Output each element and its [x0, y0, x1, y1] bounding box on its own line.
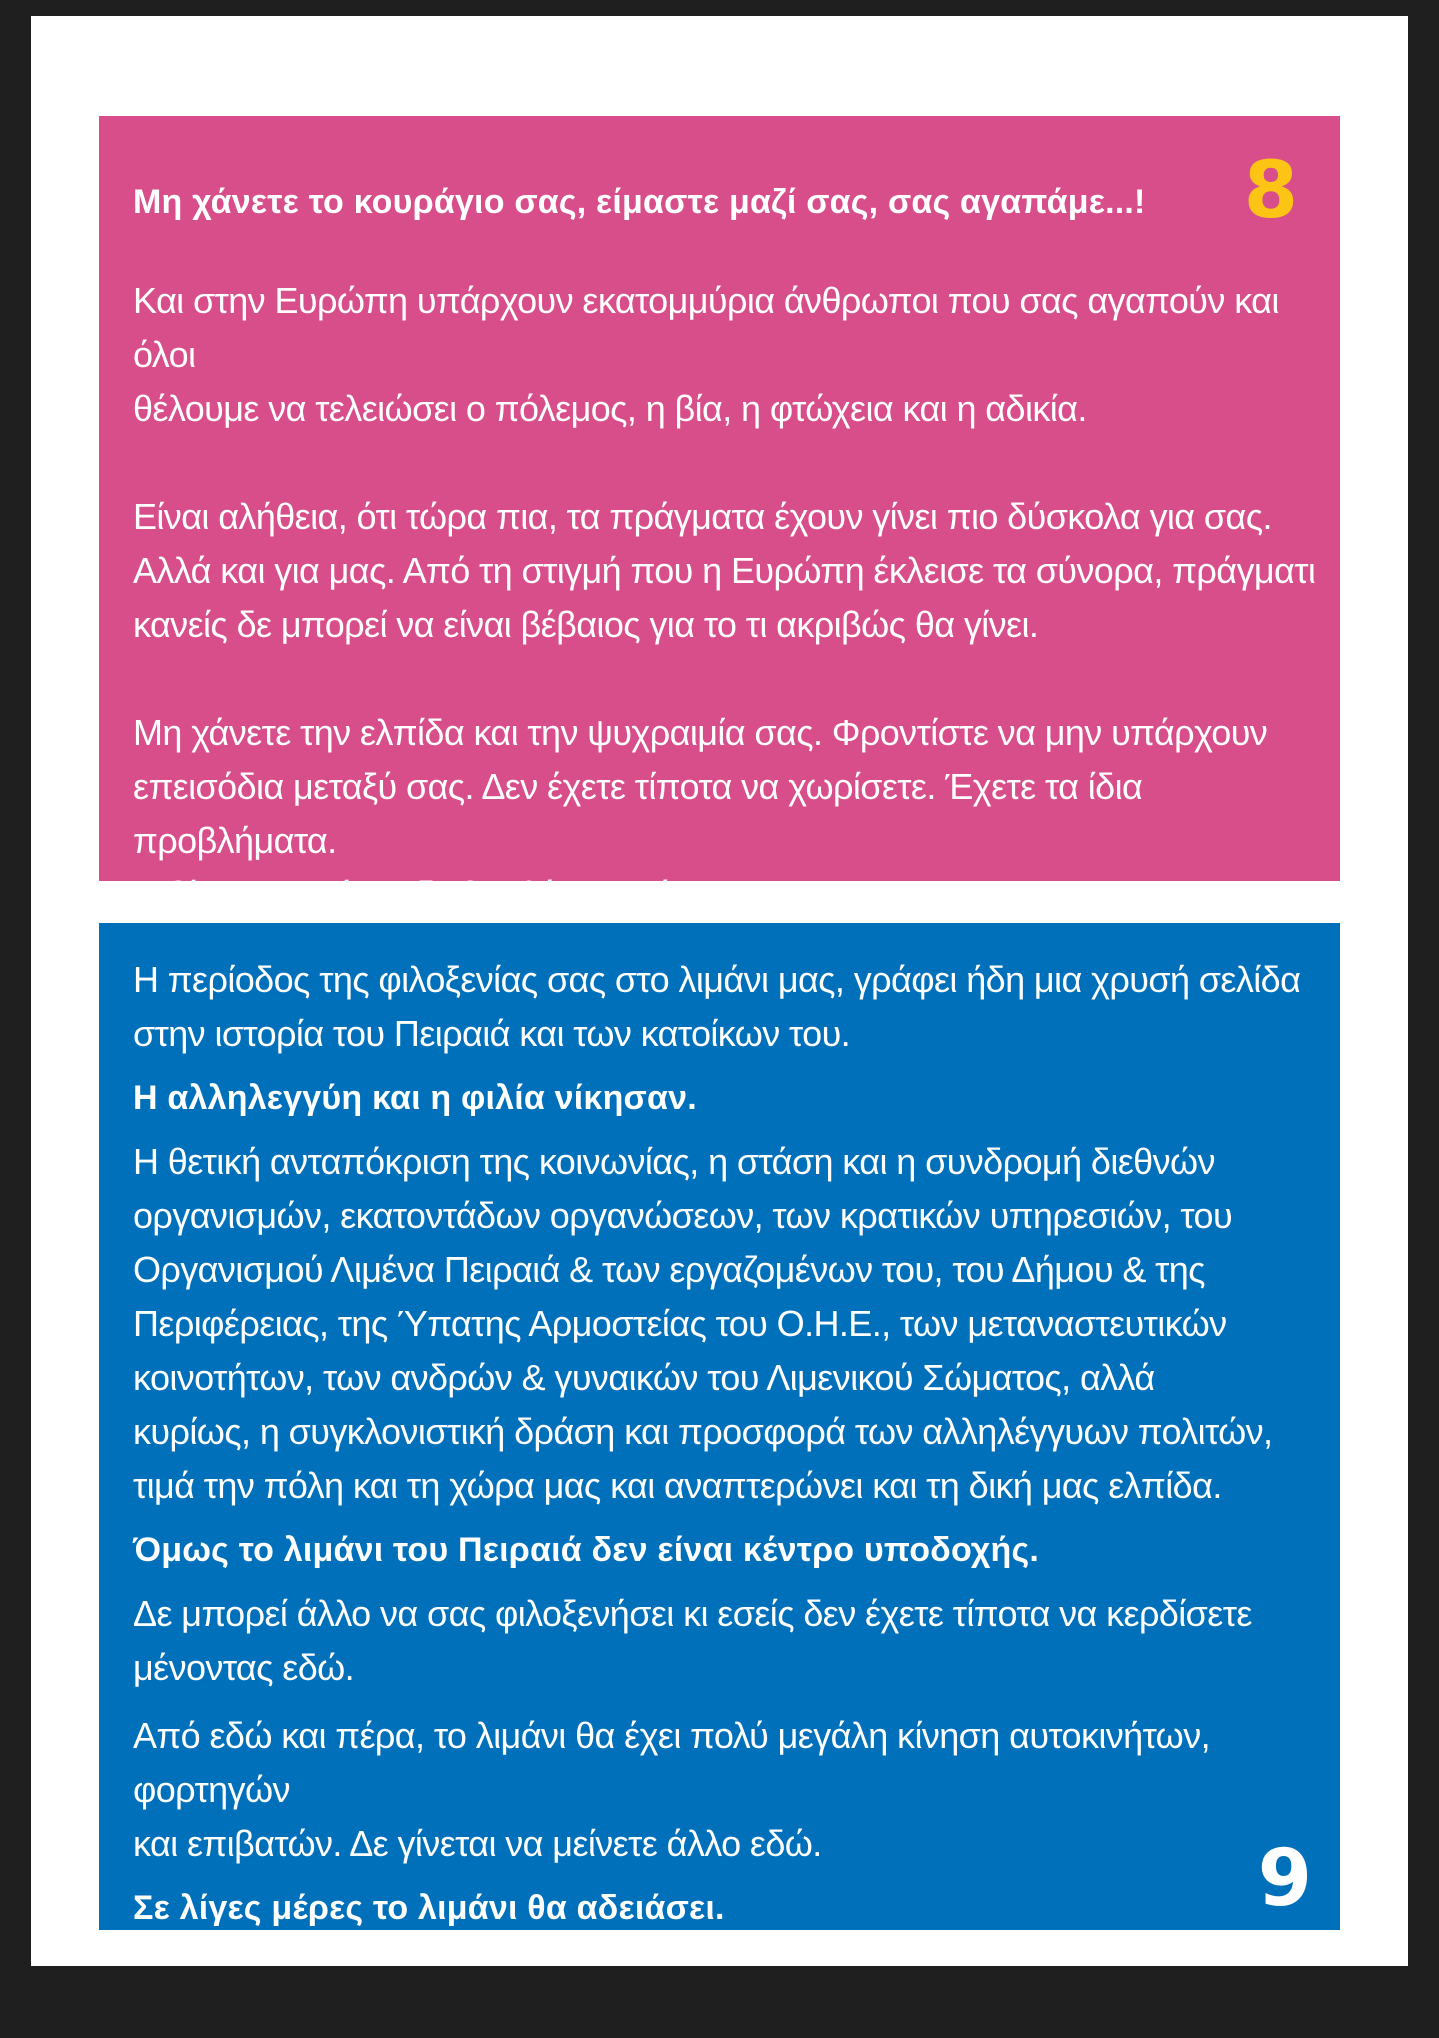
page-8-paragraph-1: Και στην Ευρώπη υπάρχουν εκατομμύρια άνθρωποι που σας αγαπούν και όλοι θέλουμε να τελειώσει ο πόλεμος, η βία, η φτώχεια και η αδικία.: [133, 279, 1279, 429]
page-8-heading: Μη χάνετε το κουράγιο σας, είμαστε μαζί σας, σας αγαπάμε...!: [133, 183, 1146, 221]
page-9-intro: Η περίοδος της φιλοξενίας σας στο λιμάνι μας, γράφει ήδη μια χρυσή σελίδα στην ιστορία του Πειραιά και των κατοίκων του.: [133, 959, 1301, 1054]
page-9-heading-not-reception: Όμως το λιμάνι του Πειραιά δεν είναι κέντρο υποδοχής.: [133, 1531, 1039, 1569]
page-9-body-1: Η θετική ανταπόκριση της κοινωνίας, η στάση και η συνδρομή διεθνών οργανισμών, εκατοντάδων οργανώσεων, των κρατικών υπηρεσιών, του Οργανισμού Λιμένα Πειραιά & των εργαζομένων του, του Δήμου & της Περιφέρειας, της Ύπατης Αρμοστείας του Ο.Η.Ε., των μεταναστευτικών κοινοτήτων, των ανδρών & γυναικών του Λιμενικού Σώματος, αλλά κυρίως, η συγκλονιστική δράση και προσφορά των αλληλέγγυων πολιτών, τιμά την πόλη και τη χώρα μας και αναπτερώνει και τη δική μας ελπίδα.: [133, 1141, 1273, 1506]
page-9-panel: [99, 923, 1340, 1930]
page-9-body-3: Από εδώ και πέρα, το λιμάνι θα έχει πολύ μεγάλη κίνηση αυτοκινήτων, φορτηγών και επιβατών. Δε γίνεται να μείνετε άλλο εδώ.: [133, 1715, 1210, 1864]
page-8-paragraph-2: Είναι αλήθεια, ότι τώρα πια, τα πράγματα έχουν γίνει πιο δύσκολα για σας. Αλλά και για μας. Από τη στιγμή που η Ευρώπη έκλεισε τα σύνορα, πράγματι κανείς δε μπορεί να είναι βέβαιος για το τι ακριβώς θα γίνει.: [133, 495, 1316, 645]
page-9-heading-port-empty: Σε λίγες μέρες το λιμάνι θα αδειάσει.: [133, 1889, 725, 1927]
page-number-9: 9: [1257, 1834, 1312, 1924]
page-8-panel: [99, 116, 1340, 915]
page-number-8: 8: [1243, 146, 1298, 236]
page-9-body-2: Δε μπορεί άλλο να σας φιλοξενήσει κι εσείς δεν έχετε τίποτα να κερδίσετε μένοντας εδώ.: [133, 1593, 1252, 1688]
document-page: [31, 16, 1408, 1966]
page-8-paragraph-3: Μη χάνετε την ελπίδα και την ψυχραιμία σας. Φροντίστε να μην υπάρχουν επεισόδια μεταξύ σας. Δεν έχετε τίποτα να χωρίσετε. Έχετε τα ίδια προβλήματα. Η βία και το μίσος δε βοηθάνε κανέναν.: [133, 711, 1268, 915]
page-9-heading-solidarity: Η αλληλεγγύη και η φιλία νίκησαν.: [133, 1079, 697, 1117]
